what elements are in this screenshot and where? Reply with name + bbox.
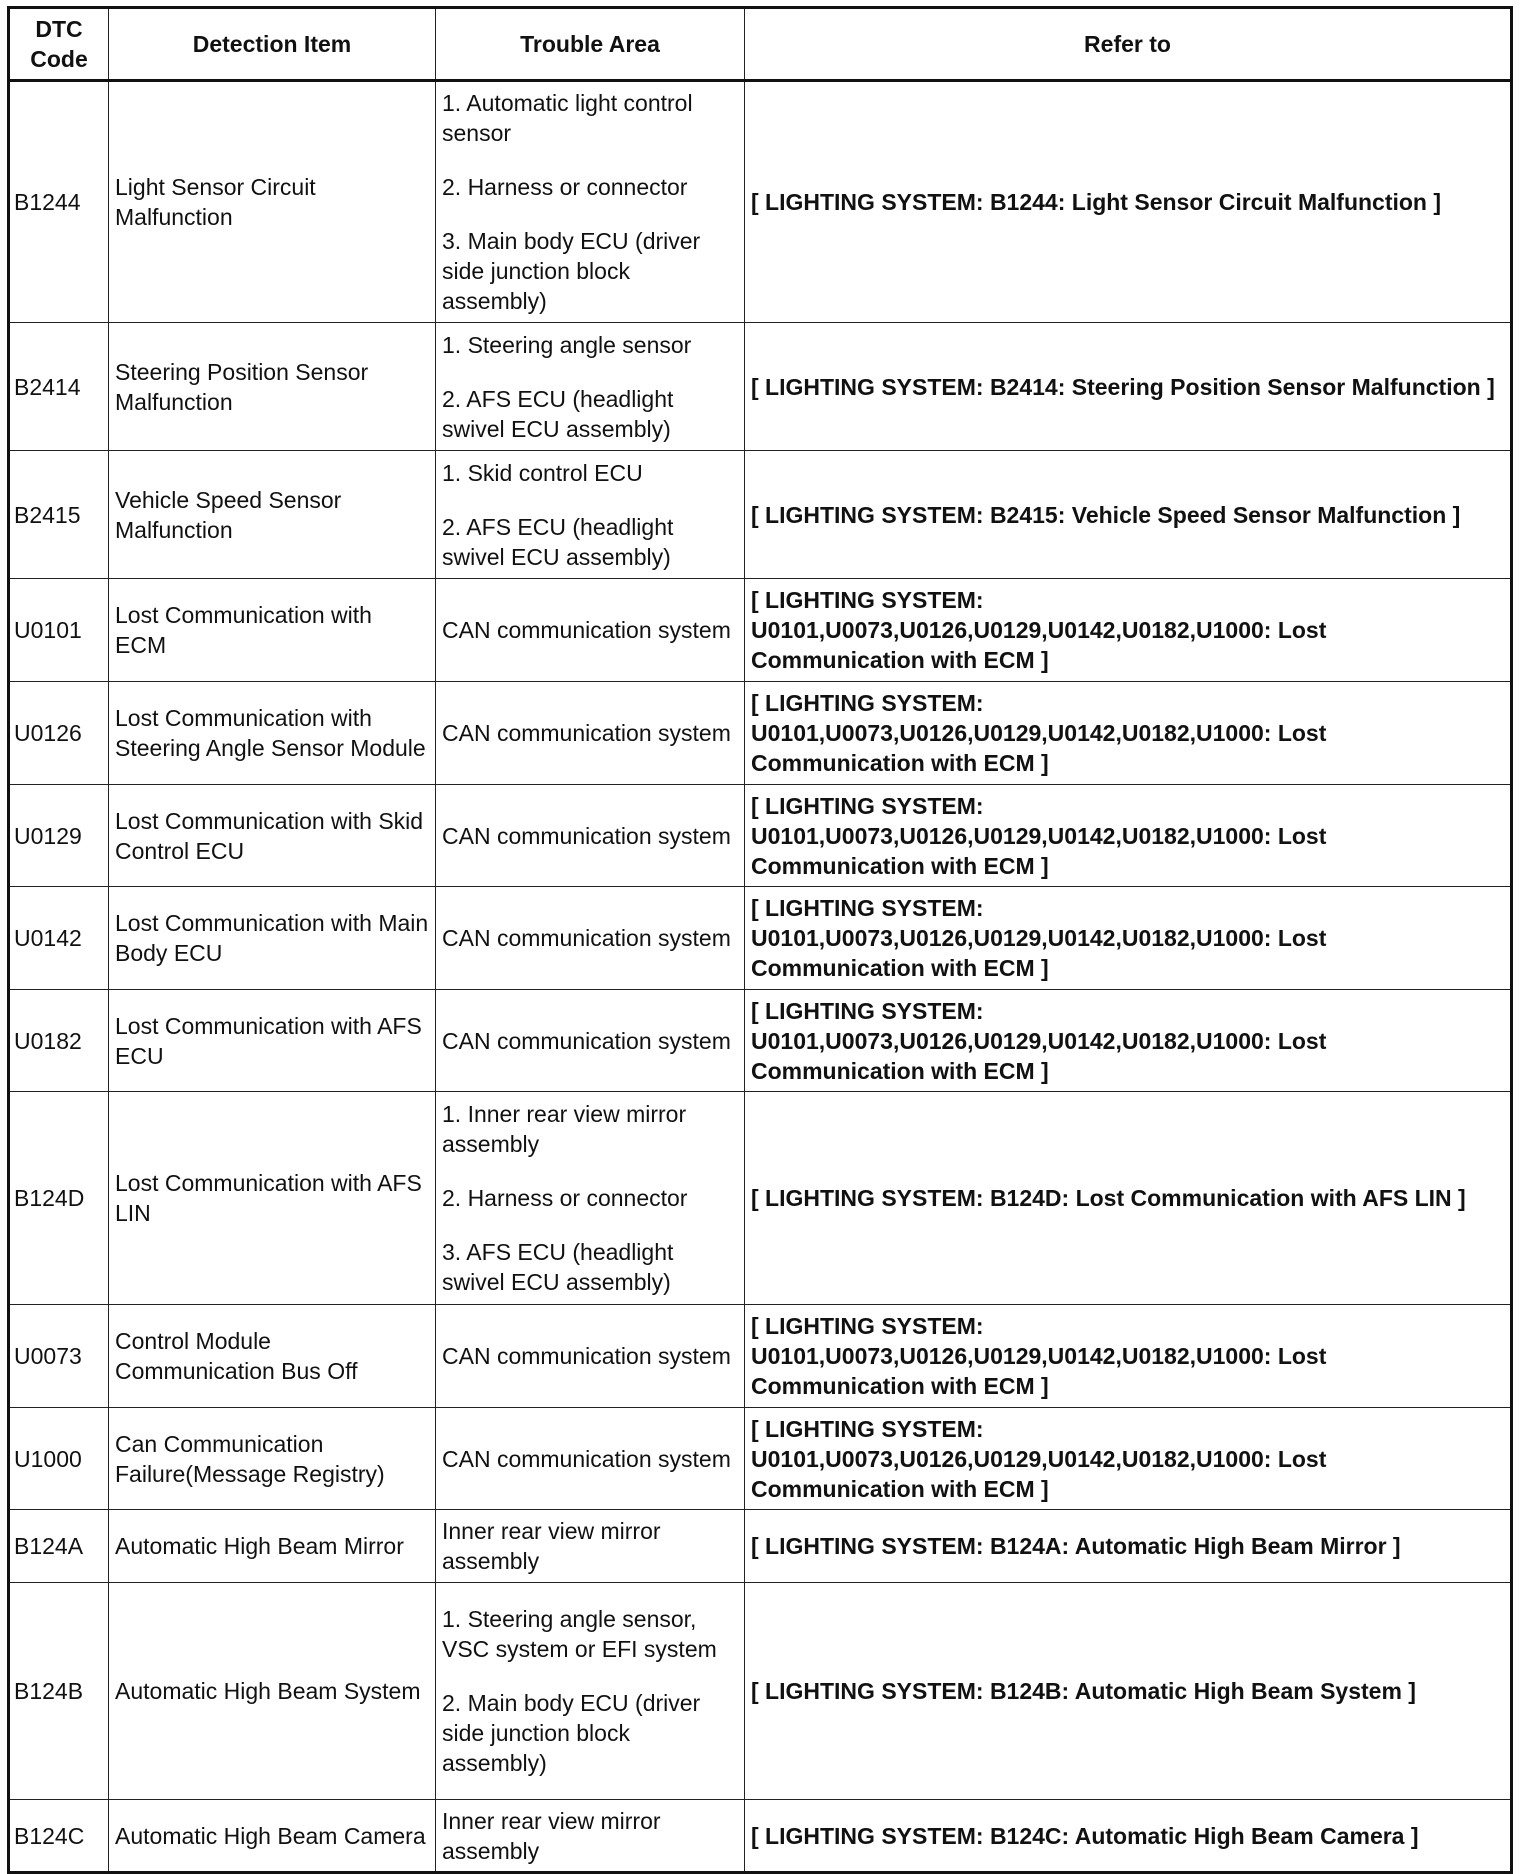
refer-to-link[interactable]: [ LIGHTING SYSTEM: B2414: Steering Position Sensor Malfunction ] (745, 323, 1512, 451)
header-refer-to: Refer to (745, 8, 1512, 81)
trouble-area (436, 887, 745, 990)
header-row (9, 8, 1512, 81)
table-row (9, 579, 1512, 682)
trouble-area-item: CAN communication system (442, 1445, 731, 1472)
dtc-code: B124B (9, 1583, 109, 1800)
detection-item: Control Module Communication Bus Off (109, 1305, 436, 1408)
trouble-area (436, 1092, 745, 1305)
detection-item: Lost Communication with ECM (109, 579, 436, 682)
trouble-area-item: 1. Steering angle sensor (442, 331, 692, 358)
dtc-code: B124D (9, 1092, 109, 1305)
trouble-area-item: CAN communication system (442, 1027, 731, 1054)
trouble-area-item: CAN communication system (442, 925, 731, 951)
dtc-code: U0126 (9, 682, 109, 785)
refer-to-link[interactable]: [ LIGHTING SYSTEM: B124D: Lost Communication with AFS LIN ] (745, 1092, 1512, 1305)
dtc-code: U0142 (9, 887, 109, 990)
detection-item: Lost Communication with Main Body ECU (109, 887, 436, 990)
header-trouble-area: Trouble Area (436, 8, 745, 81)
table-row (9, 1583, 1512, 1800)
dtc-code: U0182 (9, 990, 109, 1092)
dtc-code: U1000 (9, 1408, 109, 1510)
trouble-area-item: Inner rear view mirror assembly (442, 1518, 661, 1574)
trouble-area-item: 2. AFS ECU (headlight swivel ECU assembly) (442, 513, 674, 570)
detection-item: Automatic High Beam Mirror (109, 1510, 436, 1583)
trouble-area (436, 579, 745, 682)
dtc-code: U0129 (9, 785, 109, 887)
detection-item: Lost Communication with Skid Control ECU (109, 785, 436, 887)
trouble-area (436, 1305, 745, 1408)
table-row (9, 1408, 1512, 1510)
refer-to-link[interactable]: [ LIGHTING SYSTEM: U0101,U0073,U0126,U0129,U0142,U0182,U1000: Lost Communication with ECM ] (745, 1408, 1512, 1510)
dtc-code: B124C (9, 1800, 109, 1873)
trouble-area-item: 1. Automatic light control sensor (442, 90, 693, 146)
detection-item: Can Communication Failure(Message Registry) (109, 1408, 436, 1510)
refer-to-link[interactable]: [ LIGHTING SYSTEM: B124A: Automatic High Beam Mirror ] (745, 1510, 1512, 1583)
trouble-area (436, 451, 745, 579)
detection-item: Vehicle Speed Sensor Malfunction (109, 451, 436, 579)
trouble-area-item: Inner rear view mirror assembly (442, 1807, 661, 1864)
table-row (9, 990, 1512, 1092)
trouble-area-item: CAN communication system (442, 822, 731, 849)
trouble-area-item: 3. Main body ECU (driver side junction block assembly) (442, 228, 701, 314)
trouble-area-item: 2. Harness or connector (442, 1185, 688, 1211)
trouble-area (436, 323, 745, 451)
dtc-code: B124A (9, 1510, 109, 1583)
refer-to-link[interactable]: [ LIGHTING SYSTEM: B2415: Vehicle Speed Sensor Malfunction ] (745, 451, 1512, 579)
table-row (9, 887, 1512, 990)
trouble-area (436, 785, 745, 887)
refer-to-link[interactable]: [ LIGHTING SYSTEM: U0101,U0073,U0126,U0129,U0142,U0182,U1000: Lost Communication with ECM ] (745, 1305, 1512, 1408)
trouble-area-item: 1. Steering angle sensor, VSC system or EFI system (442, 1606, 717, 1662)
dtc-table (7, 6, 1513, 1874)
refer-to-link[interactable]: [ LIGHTING SYSTEM: U0101,U0073,U0126,U0129,U0142,U0182,U1000: Lost Communication with ECM ] (745, 579, 1512, 682)
dtc-code: B2414 (9, 323, 109, 451)
trouble-area-item: 2. AFS ECU (headlight swivel ECU assembly) (442, 385, 674, 442)
detection-item: Lost Communication with Steering Angle Sensor Module (109, 682, 436, 785)
table-row (9, 451, 1512, 579)
dtc-code: U0101 (9, 579, 109, 682)
detection-item: Steering Position Sensor Malfunction (109, 323, 436, 451)
dtc-code: U0073 (9, 1305, 109, 1408)
trouble-area (436, 1510, 745, 1583)
trouble-area-item: 1. Skid control ECU (442, 459, 643, 486)
detection-item: Automatic High Beam Camera (109, 1800, 436, 1873)
detection-item: Lost Communication with AFS LIN (109, 1092, 436, 1305)
trouble-area (436, 1408, 745, 1510)
refer-to-link[interactable]: [ LIGHTING SYSTEM: U0101,U0073,U0126,U0129,U0142,U0182,U1000: Lost Communication with ECM ] (745, 682, 1512, 785)
trouble-area-item: 2. Harness or connector (442, 174, 688, 200)
trouble-area (436, 81, 745, 323)
refer-to-link[interactable]: [ LIGHTING SYSTEM: U0101,U0073,U0126,U0129,U0142,U0182,U1000: Lost Communication with ECM ] (745, 990, 1512, 1092)
table-row (9, 785, 1512, 887)
trouble-area (436, 682, 745, 785)
trouble-area (436, 990, 745, 1092)
trouble-area-item: 1. Inner rear view mirror assembly (442, 1101, 687, 1157)
table-row (9, 1510, 1512, 1583)
trouble-area (436, 1583, 745, 1800)
header-dtc-code: DTC Code (9, 8, 109, 81)
refer-to-link[interactable]: [ LIGHTING SYSTEM: U0101,U0073,U0126,U0129,U0142,U0182,U1000: Lost Communication with ECM ] (745, 887, 1512, 990)
refer-to-link[interactable]: [ LIGHTING SYSTEM: U0101,U0073,U0126,U0129,U0142,U0182,U1000: Lost Communication with ECM ] (745, 785, 1512, 887)
table-row (9, 323, 1512, 451)
dtc-code: B1244 (9, 81, 109, 323)
dtc-code: B2415 (9, 451, 109, 579)
refer-to-link[interactable]: [ LIGHTING SYSTEM: B1244: Light Sensor Circuit Malfunction ] (745, 81, 1512, 323)
trouble-area (436, 1800, 745, 1873)
detection-item: Lost Communication with AFS ECU (109, 990, 436, 1092)
trouble-area-item: CAN communication system (442, 1343, 731, 1369)
trouble-area-item: CAN communication system (442, 720, 731, 746)
trouble-area-item: 3. AFS ECU (headlight swivel ECU assembly) (442, 1239, 674, 1295)
detection-item: Automatic High Beam System (109, 1583, 436, 1800)
table-row (9, 682, 1512, 785)
table-row (9, 1305, 1512, 1408)
table-row (9, 1800, 1512, 1873)
trouble-area-item: CAN communication system (442, 617, 731, 643)
refer-to-link[interactable]: [ LIGHTING SYSTEM: B124C: Automatic High Beam Camera ] (745, 1800, 1512, 1873)
table-row (9, 81, 1512, 323)
refer-to-link[interactable]: [ LIGHTING SYSTEM: B124B: Automatic High Beam System ] (745, 1583, 1512, 1800)
table-row (9, 1092, 1512, 1305)
trouble-area-item: 2. Main body ECU (driver side junction block assembly) (442, 1690, 701, 1776)
header-detection-item: Detection Item (109, 8, 436, 81)
detection-item: Light Sensor Circuit Malfunction (109, 81, 436, 323)
